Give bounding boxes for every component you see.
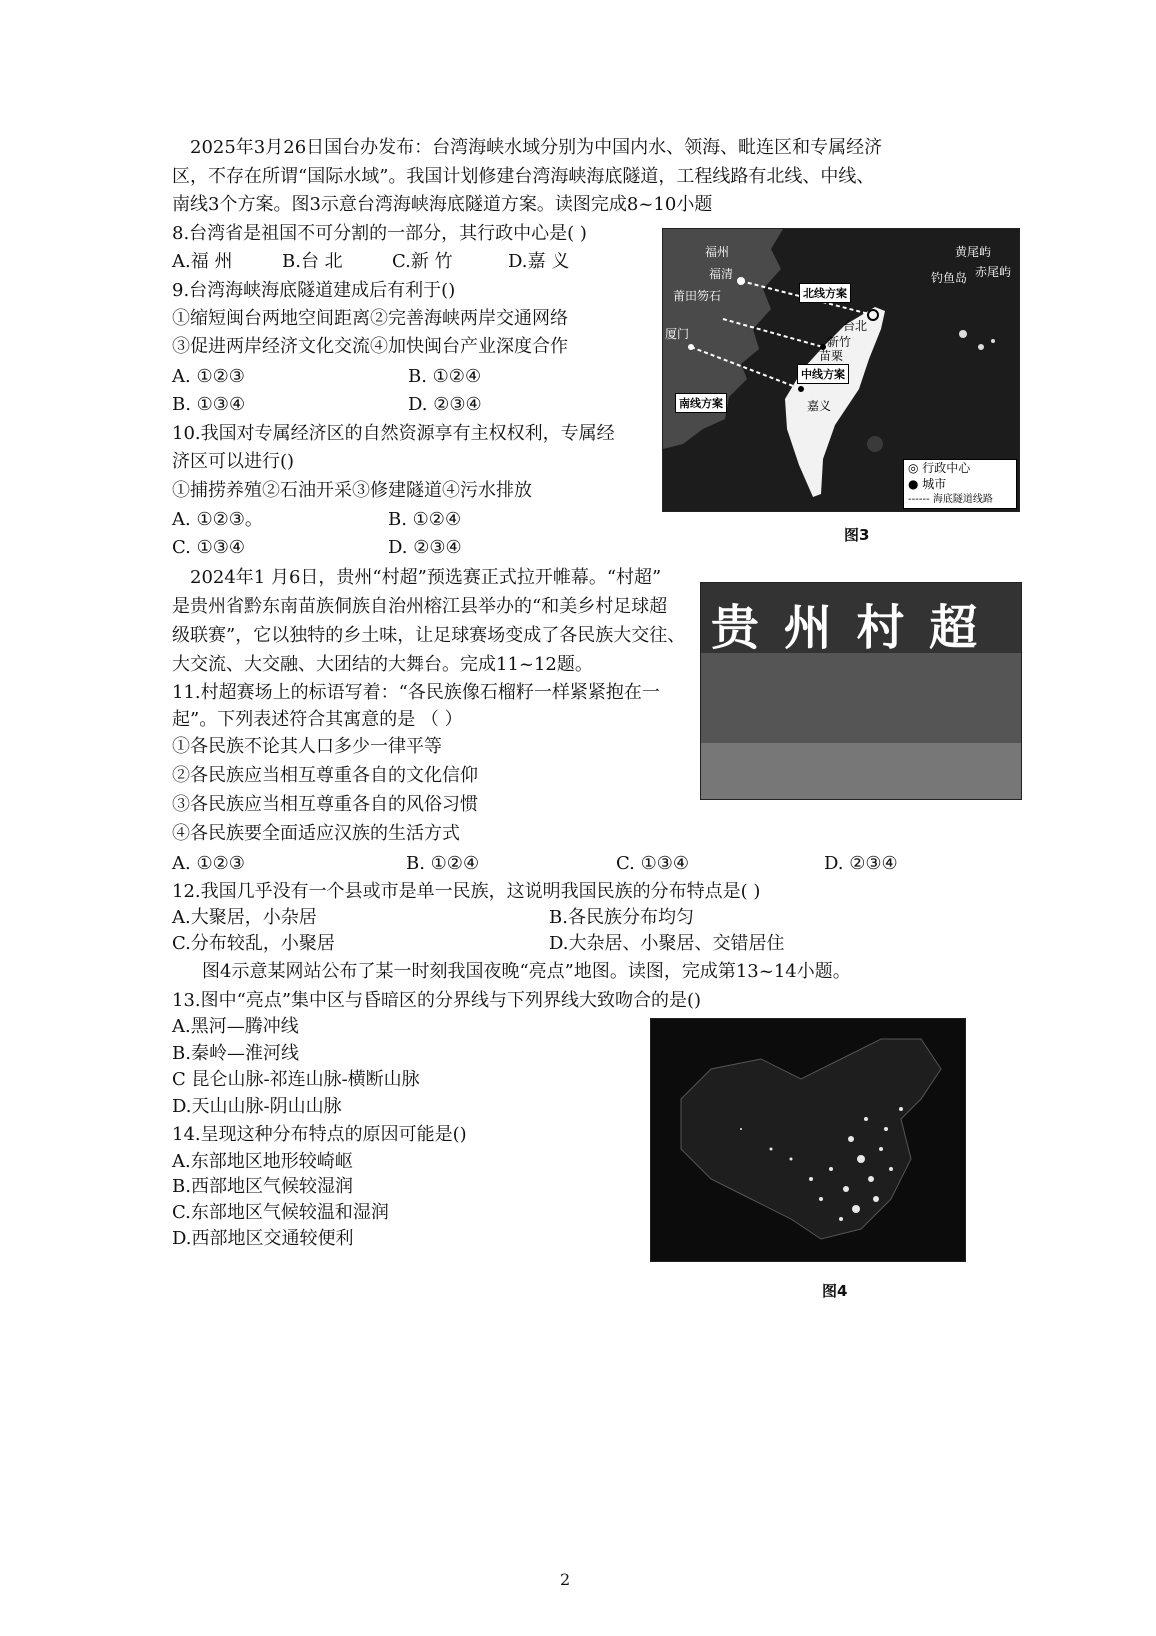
intro-line-1: 2025年3月26日国台办发布：台湾海峡水域分别为中国内水、领海、毗连区和专属经济: [190, 137, 883, 158]
intro2-line-2: 是贵州省黔东南苗族侗族自治州榕江县举办的“和美乡村足球超: [172, 596, 668, 617]
label-diaoyu-1: 黄尾屿: [955, 245, 992, 259]
legend-admin-center: ◎ 行政中心: [908, 461, 971, 475]
q10-stem-2: 济区可以进行(): [172, 451, 295, 472]
q12-stem: 12.我国几乎没有一个县或市是单一民族，这说明我国民族的分布特点是( ): [172, 881, 761, 902]
q11-item-1: ①各民族不论其人口多少一律平等: [172, 736, 442, 757]
label-fuzhou: 福州: [705, 245, 730, 259]
intro-line-2: 区，不存在所谓“国际水域”。我国计划修建台湾海峡海底隧道，工程线路有北线、中线、: [172, 166, 875, 187]
intro-line-3: 南线3个方案。图3示意台湾海峡海底隧道方案。读图完成8~10小题: [172, 194, 713, 215]
q12-option-d: D.大杂居、小聚居、交错居住: [549, 933, 785, 954]
q12-option-a: A.大聚居，小杂居: [172, 907, 317, 928]
q11-option-a: A. ①②③: [172, 853, 245, 874]
q10-option-b: B. ①②④: [388, 509, 462, 530]
label-diaoyu-3: 赤尾屿: [975, 265, 1012, 279]
q14-option-d: D.西部地区交通较便利: [172, 1228, 354, 1249]
intro2-line-3: 级联赛”，它以独特的乡土味，让足球赛场变成了各民族大交往、: [172, 625, 686, 646]
q10-option-c: C. ①③④: [172, 537, 245, 558]
label-fuqing: 福清: [709, 267, 734, 281]
q13-option-a: A.黑河—腾冲线: [172, 1016, 299, 1037]
q10-stem-1: 10.我国对专属经济区的自然资源享有主权权利，专属经: [172, 423, 615, 444]
q13-option-d: D.天山山脉-阴山山脉: [172, 1096, 342, 1117]
label-diaoyu-2: 钓鱼岛: [931, 271, 968, 285]
label-taibei: 台北: [843, 319, 868, 333]
middle-plan-label: 中线方案: [797, 364, 849, 384]
figure-3-map: [662, 228, 1020, 512]
q12-option-b: B.各民族分布均匀: [549, 907, 694, 928]
q13-option-b: B.秦岭—淮河线: [172, 1043, 299, 1064]
q14-option-a: A.东部地区地形较崎岖: [172, 1151, 353, 1172]
q11-stem-1: 11.村超赛场上的标语写着：“各民族像石榴籽一样紧紧抱在一: [172, 682, 660, 703]
label-miaoli: 苗栗: [819, 349, 844, 363]
figure-3-legend: [903, 459, 1017, 509]
q9-item-1: ①缩短闽台两地空间距离②完善海峡两岸交通网络: [172, 308, 568, 329]
china-night-lights: [651, 1019, 965, 1261]
figure-4-night-map: [650, 1018, 966, 1262]
q8-stem: 8.台湾省是祖国不可分割的一部分，其行政中心是( ): [172, 223, 587, 244]
q9-option-d: D. ②③④: [408, 394, 482, 415]
intro2-line-4: 大交流、大交融、大团结的大舞台。完成11~12题。: [172, 654, 593, 675]
q11-option-b: B. ①②④: [406, 853, 480, 874]
q14-stem: 14.呈现这种分布特点的原因可能是(): [172, 1124, 467, 1145]
intro2-line-1: 2024年1 月6日，贵州“村超”预选赛正式拉开帷幕。“村超”: [190, 567, 662, 588]
label-xiamen: 厦门: [665, 327, 690, 341]
label-xinzhu: 新竹: [827, 335, 852, 349]
q13-option-c: C 昆仑山脉-祁连山脉-横断山脉: [172, 1069, 420, 1090]
q10-items: ①捕捞养殖②石油开采③修建隧道④污水排放: [172, 480, 532, 501]
q10-option-a: A. ①②③。: [172, 509, 263, 530]
q8-option-b: B.台 北: [282, 251, 343, 272]
q13-stem: 13.图中“亮点”集中区与昏暗区的分界线与下列界线大致吻合的是(): [172, 990, 702, 1011]
label-jiayi: 嘉义: [807, 399, 832, 413]
cun-chao-photo: [700, 582, 1022, 800]
q10-option-d: D. ②③④: [388, 537, 462, 558]
q8-option-c: C.新 竹: [392, 251, 453, 272]
q9-option-b: B. ①②④: [408, 366, 482, 387]
page-number: 2: [560, 1570, 571, 1589]
figure-3-caption: 图3: [844, 526, 870, 544]
q11-option-d: D. ②③④: [824, 853, 898, 874]
photo-crowd: [701, 653, 1021, 743]
q9-option-a: A. ①②③: [172, 366, 245, 387]
photo-field: [701, 743, 1021, 799]
label-putian: 莆田笏石: [673, 289, 722, 303]
legend-tunnel: ------ 海底隧道线路: [908, 494, 993, 505]
south-plan-label: 南线方案: [675, 393, 727, 413]
figure-4-caption: 图4: [822, 1282, 848, 1300]
q11-item-2: ②各民族应当相互尊重各自的文化信仰: [172, 765, 478, 786]
q9-stem: 9.台湾海峡海底隧道建成后有利于(): [172, 280, 456, 301]
q8-option-d: D.嘉 义: [508, 251, 570, 272]
q14-option-c: C.东部地区气候较温和湿润: [172, 1202, 389, 1223]
q9-item-2: ③促进两岸经济文化交流④加快闽台产业深度合作: [172, 336, 568, 357]
q12-option-c: C.分布较乱，小聚居: [172, 933, 335, 954]
q14-option-b: B.西部地区气候较湿润: [172, 1176, 353, 1197]
q11-item-4: ④各民族要全面适应汉族的生活方式: [172, 823, 460, 844]
q11-item-3: ③各民族应当相互尊重各自的风俗习惯: [172, 794, 478, 815]
q11-stem-2: 起”。下列表述符合其寓意的是 （ ）: [172, 709, 463, 730]
north-plan-label: 北线方案: [799, 283, 851, 303]
photo-banner: 贵 州 村 超: [711, 600, 982, 656]
intro3: 图4示意某网站公布了某一时刻我国夜晚“亮点”地图。读图，完成第13~14小题。: [202, 961, 851, 982]
legend-city: ● 城市: [908, 477, 947, 491]
q8-option-a: A.福 州: [172, 251, 233, 272]
q9-option-c: B. ①③④: [172, 394, 246, 415]
q11-option-c: C. ①③④: [616, 853, 689, 874]
